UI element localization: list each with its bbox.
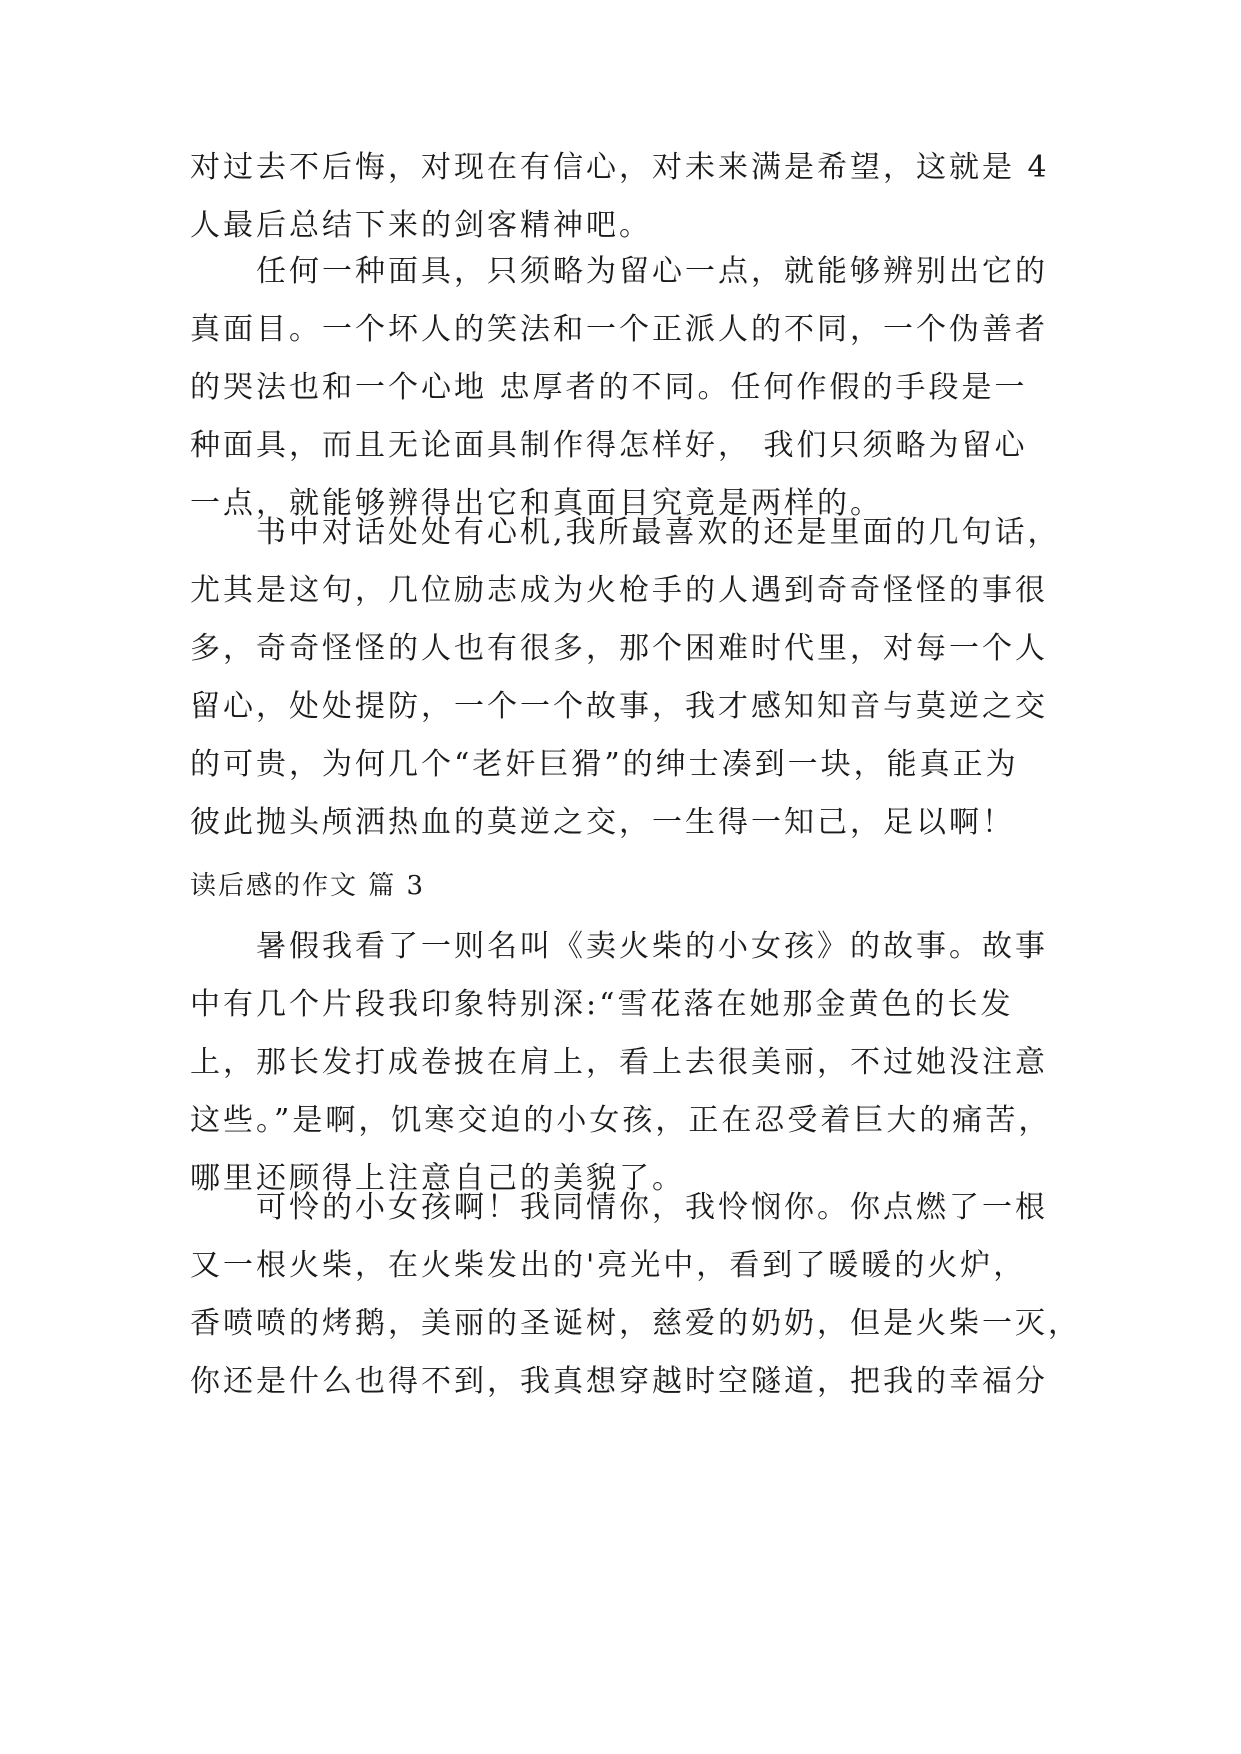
- text-line: 的哭法也和一个心地 忠厚者的不同。任何作假的手段是一: [190, 370, 1028, 405]
- paragraph-mask: [190, 243, 1070, 533]
- paragraph-spirit: [190, 139, 1070, 255]
- text-line: 书中对话处处有心机,我所最喜欢的还是里面的几句话，: [256, 515, 1061, 550]
- text-line: 种面具，而且无论面具制作得怎样好， 我们只须略为留心: [190, 428, 1028, 463]
- paragraph-friendship: [190, 504, 1070, 852]
- text-line: 的可贵，为何几个“老奸巨猾”的绅士凑到一块，能真正为: [190, 747, 1019, 782]
- section-heading: 读后感的作文 篇 3: [190, 871, 426, 901]
- text-line: 上，那长发打成卷披在肩上，看上去很美丽，不过她没注意: [190, 1045, 1048, 1080]
- text-line: 对过去不后悔，对现在有信心，对未来满是希望，这就是 4: [190, 150, 1050, 185]
- text-line: 香喷喷的烤鹅，美丽的圣诞树，慈爱的奶奶，但是火柴一灭，: [190, 1306, 1081, 1341]
- text-line: 可怜的小女孩啊！我同情你，我怜悯你。你点燃了一根: [256, 1190, 1048, 1225]
- text-line: 人最后总结下来的剑客精神吧。: [190, 208, 652, 243]
- text-line: 尤其是这句，几位励志成为火枪手的人遇到奇奇怪怪的事很: [190, 573, 1048, 608]
- text-line: 你还是什么也得不到，我真想穿越时空隧道，把我的幸福分: [190, 1364, 1048, 1399]
- text-line: 中有几个片段我印象特别深:“雪花落在她那金黄色的长发: [190, 987, 1014, 1022]
- text-line: 一点，就能够辨得出它和真面目究竟是两样的。: [190, 486, 883, 521]
- text-line: 留心，处处提防，一个一个故事，我才感知知音与莫逆之交: [190, 689, 1048, 724]
- text-line: 任何一种面具，只须略为留心一点，就能够辨别出它的: [256, 254, 1048, 289]
- text-line: 多，奇奇怪怪的人也有很多，那个困难时代里，对每一个人: [190, 631, 1048, 666]
- paragraph-match-girl: [190, 918, 1070, 1208]
- paragraph-sympathy: [190, 1179, 1081, 1411]
- text-line: 真面目。一个坏人的笑法和一个正派人的不同，一个伪善者: [190, 312, 1048, 347]
- text-line: 哪里还顾得上注意自己的美貌了。: [190, 1161, 685, 1196]
- text-line: 彼此抛头颅洒热血的莫逆之交，一生得一知己，足以啊！: [190, 805, 1015, 840]
- text-line: 又一根火柴，在火柴发出的'亮光中，看到了暖暖的火炉，: [190, 1248, 1027, 1283]
- text-line: 这些。”是啊，饥寒交迫的小女孩，正在忍受着巨大的痛苦，: [190, 1103, 1052, 1138]
- text-line: 暑假我看了一则名叫《卖火柴的小女孩》的故事。故事: [256, 929, 1048, 964]
